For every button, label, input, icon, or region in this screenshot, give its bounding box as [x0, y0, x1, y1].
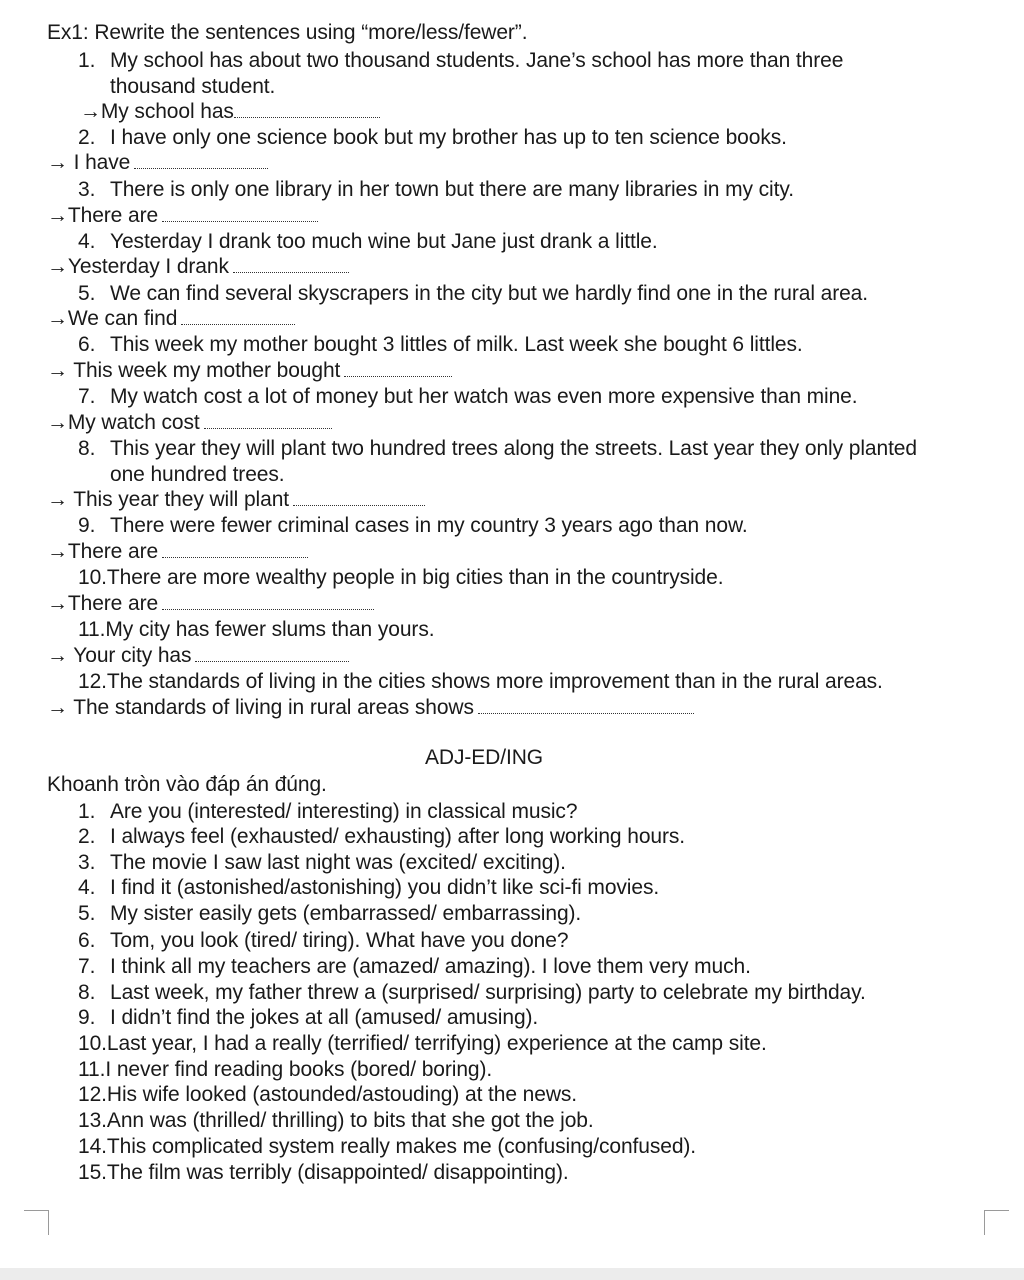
ex1-item-number: 7. [78, 385, 96, 408]
ex1-item-number: 9. [78, 514, 96, 537]
answer-prompt: →My watch cost [47, 411, 200, 434]
answer-prompt: →There are [47, 592, 159, 615]
ex1-item-text-continued: thousand student. [110, 75, 276, 98]
adj-item-text: This complicated system really makes me (confusing/confused). [106, 1135, 697, 1158]
adj-item-text: I think all my teachers are (amazed/ amazing). I love them very much. [110, 955, 751, 978]
adj-item-number: 7. [78, 955, 96, 978]
ex1-answer-line [47, 254, 349, 280]
answer-blank[interactable] [293, 487, 425, 506]
answer-blank[interactable] [162, 203, 318, 222]
answer-blank[interactable] [195, 643, 349, 662]
ex1-item-number: 6. [78, 333, 96, 356]
ex1-item-number: 1. [78, 49, 96, 72]
answer-blank[interactable] [181, 306, 295, 325]
ex1-item-number: 2. [78, 126, 96, 149]
answer-prompt: → I have [47, 151, 131, 174]
section-title: ADJ-ED/ING [424, 746, 543, 769]
ex1-item-text: My watch cost a lot of money but her watch was even more expensive than mine. [110, 385, 858, 408]
adj-item-number: 14. [78, 1135, 107, 1158]
page-margin-corner-right [984, 1210, 1009, 1235]
answer-prompt: →My school has [80, 100, 234, 123]
ex1-item-number: 8. [78, 437, 96, 460]
ex1-item-text: I have only one science book but my brother has up to ten science books. [110, 126, 787, 149]
page-margin-corner-left [24, 1210, 49, 1235]
adj-item-number: 11. [78, 1058, 106, 1081]
answer-prompt: → This week my mother bought [47, 359, 341, 382]
ex1-answer-line [47, 591, 374, 617]
adj-item-text: The film was terribly (disappointed/ disappointing). [106, 1161, 569, 1184]
answer-prompt: →Yesterday I drank [47, 255, 229, 278]
ex1-item-text: My city has fewer slums than yours. [105, 618, 435, 641]
adj-item-text: Ann was (thrilled/ thrilling) to bits that she got the job. [106, 1109, 594, 1132]
answer-blank[interactable] [162, 539, 308, 558]
adj-item-text: His wife looked (astounded/astouding) at the news. [106, 1083, 578, 1106]
ex1-item-text: The standards of living in the cities shows more improvement than in the rural areas. [106, 670, 883, 693]
ex1-item-number: 5. [78, 282, 96, 305]
adj-item-text: I always feel (exhausted/ exhausting) after long working hours. [110, 825, 686, 848]
ex1-item-text: There are more wealthy people in big cities than in the countryside. [106, 566, 724, 589]
ex1-item-text: There were fewer criminal cases in my country 3 years ago than now. [110, 514, 748, 537]
ex1-answer-line [47, 203, 318, 229]
ex1-item-text-continued: one hundred trees. [110, 463, 285, 486]
ex1-answer-line [80, 99, 380, 125]
ex1-answer-line [47, 487, 425, 513]
page-bottom-edge [0, 1268, 1024, 1280]
adj-item-number: 12. [78, 1083, 107, 1106]
answer-prompt: →There are [47, 204, 159, 227]
ex1-item-number: 3. [78, 178, 96, 201]
ex1-answer-line [47, 539, 308, 565]
adj-item-number: 6. [78, 929, 96, 952]
adj-item-text: Are you (interested/ interesting) in classical music? [110, 800, 578, 823]
ex1-item-text: This year they will plant two hundred trees along the streets. Last year they only planted [110, 437, 917, 460]
answer-blank[interactable] [162, 591, 374, 610]
adj-item-text: Last year, I had a really (terrified/ terrifying) experience at the camp site. [106, 1032, 767, 1055]
answer-prompt: → Your city has [47, 644, 192, 667]
ex1-item-number: 4. [78, 230, 96, 253]
answer-blank[interactable] [134, 150, 268, 169]
ex1-item-text: My school has about two thousand students. Jane’s school has more than three [110, 49, 844, 72]
ex1-item-text: There is only one library in her town but there are many libraries in my city. [110, 178, 794, 201]
adj-item-text: I didn’t find the jokes at all (amused/ amusing). [110, 1006, 539, 1029]
adj-item-number: 4. [78, 876, 96, 899]
answer-blank[interactable] [478, 695, 694, 714]
ex1-item-text: Yesterday I drank too much wine but Jane just drank a little. [110, 230, 658, 253]
adj-item-text: I never find reading books (bored/ boring). [105, 1058, 493, 1081]
adj-item-text: Tom, you look (tired/ tiring). What have you done? [110, 929, 569, 952]
adj-item-14 [78, 1134, 696, 1160]
adj-item-12 [78, 1082, 577, 1108]
answer-blank[interactable] [234, 99, 380, 118]
ex1-item-text: We can find several skyscrapers in the city but we hardly find one in the rural area. [110, 282, 868, 305]
ex1-item-10 [78, 565, 723, 591]
adj-item-10 [78, 1031, 767, 1057]
adj-item-text: My sister easily gets (embarrassed/ embarrassing). [110, 902, 582, 925]
adj-item-number: 9. [78, 1006, 96, 1029]
adj-item-number: 2. [78, 825, 96, 848]
adj-item-number: 8. [78, 981, 96, 1004]
ex1-item-11 [78, 617, 434, 643]
adj-item-text: The movie I saw last night was (excited/ exciting). [110, 851, 566, 874]
adj-item-number: 1. [78, 800, 96, 823]
adj-item-number: 3. [78, 851, 96, 874]
answer-prompt: → This year they will plant [47, 488, 290, 511]
exercise-1-title: Ex1: Rewrite the sentences using “more/less/fewer”. [47, 21, 528, 44]
adj-item-11 [78, 1057, 492, 1083]
ex1-answer-line [47, 643, 349, 669]
answer-prompt: →There are [47, 540, 159, 563]
ex1-answer-line [47, 150, 268, 176]
adj-item-number: 10. [78, 1032, 107, 1055]
adj-item-13 [78, 1108, 594, 1134]
answer-blank[interactable] [344, 358, 452, 377]
ex1-item-number: 11. [78, 618, 106, 641]
answer-prompt: →We can find [47, 307, 178, 330]
adj-item-text: Last week, my father threw a (surprised/ surprising) party to celebrate my birthday. [110, 981, 866, 1004]
adj-item-number: 13. [78, 1109, 107, 1132]
section-instruction: Khoanh tròn vào đáp án đúng. [47, 773, 327, 796]
adj-item-number: 15. [78, 1161, 107, 1184]
ex1-answer-line [47, 306, 295, 332]
ex1-item-12 [78, 669, 883, 695]
adj-item-text: I find it (astonished/astonishing) you didn’t like sci-fi movies. [110, 876, 660, 899]
ex1-answer-line [47, 358, 452, 384]
answer-prompt: → The standards of living in rural areas shows [47, 696, 474, 719]
adj-item-number: 5. [78, 902, 96, 925]
answer-blank[interactable] [204, 410, 332, 429]
ex1-item-number: 12. [78, 670, 107, 693]
ex1-answer-line [47, 410, 332, 436]
ex1-item-text: This week my mother bought 3 littles of milk. Last week she bought 6 littles. [110, 333, 803, 356]
answer-blank[interactable] [233, 254, 349, 273]
ex1-item-number: 10. [78, 566, 107, 589]
ex1-answer-line [47, 695, 694, 721]
adj-item-15 [78, 1160, 569, 1186]
